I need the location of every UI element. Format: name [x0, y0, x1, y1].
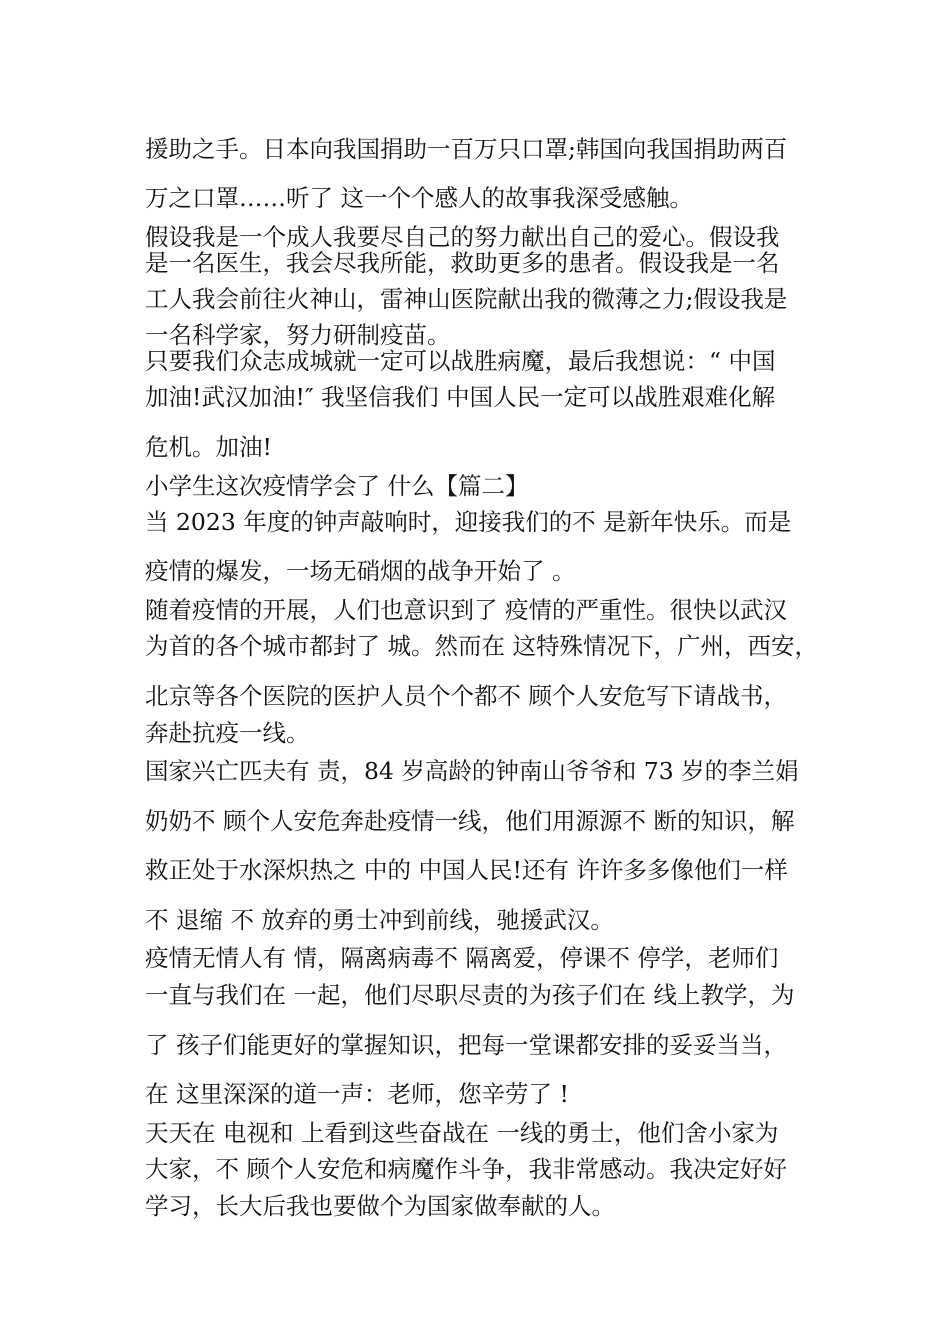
text-line: 只要我们众志成城就一定可以战胜病魔，最后我想说：“ 中国 — [145, 347, 776, 375]
text-line: 危机。加油! — [145, 433, 272, 461]
text-line: 加油!武汉加油!″ 我坚信我们 中国人民一定可以战胜艰难化解 — [145, 383, 776, 411]
text-line: 为首的各个城市都封了 城。然而在 这特殊情况下，广州，西安， — [145, 632, 818, 660]
text-line: 大家，不 顾个人安危和病魔作斗争，我非常感动。我决定好好 — [145, 1155, 787, 1183]
text-line: 北京等各个医院的医护人员个个都不 顾个人安危写下请战书， — [145, 682, 787, 710]
text-line: 假设我是一个成人我要尽自己的努力献出自己的爱心。假设我 — [145, 223, 780, 251]
text-line: 奔赴抗疫一线。 — [145, 719, 310, 747]
text-line: 学习，长大后我也要做个为国家做奉献的人。 — [145, 1192, 615, 1220]
text-line: 援助之手。日本向我国捐助一百万只口罩;韩国向我国捐助两百 — [145, 135, 788, 163]
text-line: 不 退缩 不 放弃的勇士冲到前线，驰援武汉。 — [145, 906, 614, 934]
text-line: 万之口罩……听了 这一个个感人的故事我深受感触。 — [145, 184, 693, 212]
text-line: 救正处于水深炽热之 中的 中国人民!还有 许许多多像他们一样 — [145, 856, 788, 884]
text-line: 奶奶不 顾个人安危奔赴疫情一线，他们用源源不 断的知识，解 — [145, 807, 795, 835]
text-line: 在 这里深深的道一声：老师，您辛劳了 ! — [145, 1080, 569, 1108]
text-line: 是一名医生，我会尽我所能，救助更多的患者。假设我是一名 — [145, 249, 780, 277]
text-line: 当 2023 年度的钟声敲响时，迎接我们的不 是新年快乐。而是 — [145, 508, 792, 536]
text-line: 国家兴亡匹夫有 责，84 岁高龄的钟南山爷爷和 73 岁的李兰娟 — [145, 757, 799, 785]
text-line: 疫情的爆发，一场无硝烟的战争开始了 。 — [145, 557, 576, 585]
text-line: 随着疫情的开展，人们也意识到了 疫情的严重性。很快以武汉 — [145, 596, 787, 624]
text-line: 工人我会前往火神山，雷神山医院献出我的微薄之力;假设我是 — [145, 285, 788, 313]
text-line: 疫情无情人有 情，隔离病毒不 隔离爱，停课不 停学，老师们 — [145, 944, 779, 972]
text-line: 了 孩子们能更好的掌握知识，把每一堂课都安排的妥妥当当， — [145, 1031, 787, 1059]
text-line: 一名科学家，努力研制疫苗。 — [145, 321, 451, 349]
section-heading: 小学生这次疫情学会了 什么【篇二】 — [145, 472, 529, 500]
text-line: 天天在 电视和 上看到这些奋战在 一线的勇士，他们舍小家为 — [145, 1119, 779, 1147]
text-line: 一直与我们在 一起，他们尽职尽责的为孩子们在 线上教学，为 — [145, 981, 795, 1009]
